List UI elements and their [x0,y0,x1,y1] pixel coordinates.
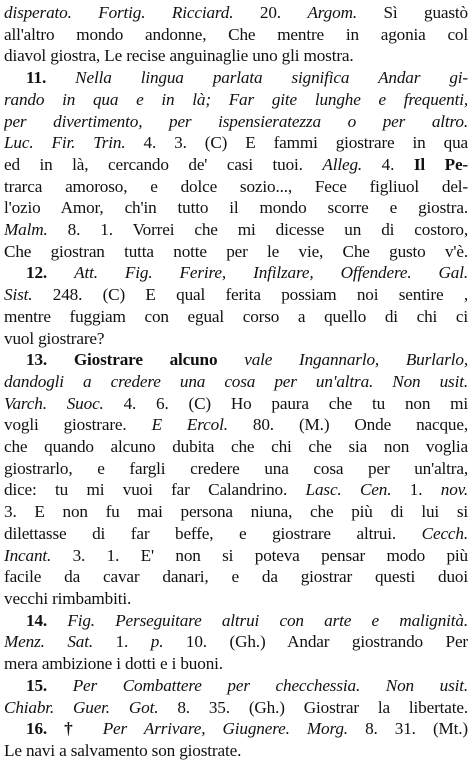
text-run: all'altro mondo andonne, Che mentre in agonia col [4,24,468,44]
text-line [4,414,468,436]
dictionary-entry [4,2,468,762]
italic-run: Lasc. Cen. [305,480,392,500]
text-line [4,393,468,415]
text-line [4,197,468,219]
italic-run: Argom. [307,3,357,22]
text-run: ed in là, cercando de' casi tuoi. [4,154,323,174]
text-line [4,154,468,176]
text-line [4,132,468,154]
text-run: dilettasse di far beffe, e giostrare altrui. [4,523,422,543]
text-line [4,675,468,697]
bold-run: 16. † [26,719,103,739]
bold-run: Il Pe- [413,154,468,174]
italic-run: Menz. Sat. [4,632,94,652]
text-line [4,631,468,653]
italic-run: Alleg. [322,154,363,174]
text-line [4,740,468,762]
italic-run: Att. Fig. Ferire, Infilzare, Offendere. Gal. [74,263,468,283]
italic-run: Per Combattere per checchessia. Non usit. [72,675,468,695]
italic-run: vale Ingannarlo, Burlarlo, [244,350,468,370]
text-line [4,111,468,133]
text-run: vecchi rimbambiti. [4,588,132,608]
italic-run: Varch. Suoc. [4,393,104,413]
text-run: 80. (M.) Onde nacque, [227,415,468,435]
text-run: 1. [391,480,441,500]
text-run: mentre fuggiam con egual corso a quello di chi ci [4,306,468,326]
italic-run: p. [150,632,164,652]
text-line [4,371,468,393]
italic-run: rando in qua e in là; Far gite lunghe e frequenti, [4,89,468,109]
text-line [4,24,468,46]
text-line [4,697,468,719]
text-line [4,349,468,371]
text-line [4,653,468,675]
italic-run: E Ercol. [151,415,228,435]
text-line [4,545,468,567]
text-line [4,284,468,306]
text-line [4,176,468,198]
text-run: giostrarlo, e fargli credere una cosa per un'altra, [4,458,468,478]
text-line [4,610,468,632]
italic-run: Per Arrivare, Giugnere. Morg. [102,719,348,739]
bold-run: 12. [26,263,75,283]
bold-run: 13. Giostrare alcuno [26,350,245,370]
text-run: 20. [259,3,308,22]
italic-run: nov. [440,480,468,500]
text-run: che quando alcuno dubita che chi che sia non voglia [4,437,468,457]
italic-run: Fig. Perseguitare altrui con arte e malignità. [67,610,468,630]
text-run: 4. [362,154,414,174]
italic-run: Sist. [4,285,33,305]
text-line [4,458,468,480]
text-run: 10. (Gh.) Andar giostrando Per [163,632,468,652]
text-line [4,479,468,501]
text-line [4,306,468,328]
text-line [4,566,468,588]
italic-run: Malm. [4,220,48,240]
text-line [4,219,468,241]
text-run: 8. 35. (Gh.) Giostrar la libertate. [158,697,468,717]
text-run: l'ozio Amor, ch'in tutto il mondo scorre e giostra. [4,198,468,218]
italic-run: Incant. [4,545,52,565]
text-run: 1. [93,632,151,652]
italic-run: Cecch. [421,523,468,543]
text-run: trarca amoroso, e dolce sozio..., Fece figliuol del- [4,176,468,196]
text-line [4,436,468,458]
text-run: Le navi a salvamento son giostrate. [4,740,242,760]
text-line [4,241,468,263]
text-line [4,718,468,740]
text-run: diavol giostra, Le recise anguinaglie uno gli mostra. [4,46,354,66]
text-run: 3. E non fu mai persona niuna, che più di lui si [4,502,468,522]
text-run: mera ambizione i dotti e i buoni. [4,654,223,674]
text-run: 4. 3. (C) E fammi giostrare in qua [125,133,468,153]
italic-run: disperato. Fortig. Ricciard. [4,3,260,22]
text-run: 3. 1. E' non si poteva pensar modo più [51,545,468,565]
italic-run: Luc. Fir. Trin. [4,133,126,153]
text-run: 8. 1. Vorrei che mi dicesse un di costoro, [47,220,468,240]
text-line [4,328,468,350]
text-run: vuol giostrare? [4,328,105,348]
italic-run: Nella lingua parlata significa Andar gi- [75,68,468,88]
text-line [4,262,468,284]
text-line [4,523,468,545]
bold-run: 11. [26,68,76,88]
italic-run: per divertimento, per ispensieratezza o per altro. [4,111,468,131]
text-line [4,2,468,24]
text-line [4,89,468,111]
text-line [4,501,468,523]
bold-run: 14. [26,610,68,630]
text-run: dice: tu mi vuoi far Calandrino. [4,480,306,500]
text-run: 248. (C) E qual ferita possiam noi sentire , [32,285,468,305]
text-run: 8. 31. (Mt.) [347,719,468,739]
text-run: Sì guastò [356,3,468,22]
italic-run: dandogli a credere una cosa per un'altra. Non usit. [4,371,468,391]
text-line [4,45,468,67]
text-run: facile da cavar danari, e da giostrar questi duoi [4,567,468,587]
text-run: Che giostran tutta notte per le vie, Che gusto v'è. [4,241,468,261]
bold-run: 15. [26,675,73,695]
text-run: 4. 6. (C) Ho paura che tu non mi [103,393,468,413]
text-line [4,67,468,89]
italic-run: Chiabr. Guer. Got. [4,697,159,717]
text-run: vogli giostrare. [4,415,152,435]
text-line [4,588,468,610]
